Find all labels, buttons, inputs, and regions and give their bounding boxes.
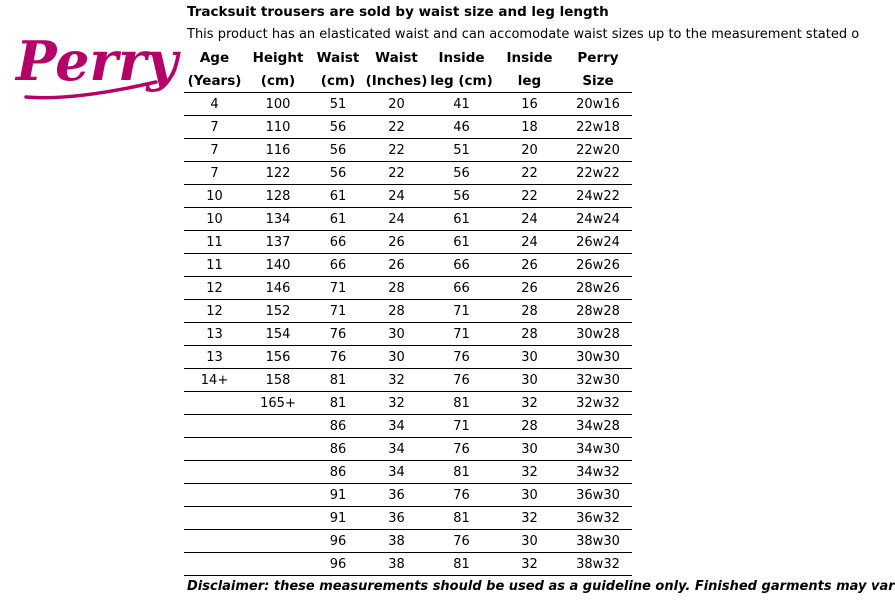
cell-perry-size: 28w28	[564, 300, 632, 323]
header-waist-inches: Waist	[375, 49, 418, 66]
cell-waist-inches: 24	[365, 208, 428, 231]
cell-inside-leg-cm: 76	[428, 530, 495, 553]
cell-waist-inches: 38	[365, 553, 428, 576]
header-waist-cm-unit: (cm)	[311, 69, 365, 93]
cell-inside-leg-cm: 81	[428, 461, 495, 484]
cell-age	[184, 438, 245, 461]
cell-inside-leg-cm: 81	[428, 392, 495, 415]
cell-height: 116	[245, 139, 311, 162]
cell-height: 128	[245, 185, 311, 208]
cell-waist-cm: 71	[311, 300, 365, 323]
cell-inside-leg-cm: 51	[428, 139, 495, 162]
cell-inside-leg-cm: 76	[428, 369, 495, 392]
cell-inside-leg: 30	[495, 438, 564, 461]
cell-perry-size: 38w32	[564, 553, 632, 576]
perry-logo-wordmark: Perry	[16, 29, 178, 93]
table-header-row-units	[184, 69, 632, 93]
cell-waist-inches: 34	[365, 461, 428, 484]
cell-inside-leg: 18	[495, 116, 564, 139]
cell-waist-cm: 71	[311, 277, 365, 300]
cell-inside-leg: 28	[495, 300, 564, 323]
cell-waist-inches: 24	[365, 185, 428, 208]
cell-age	[184, 392, 245, 415]
cell-perry-size: 26w26	[564, 254, 632, 277]
cell-inside-leg: 16	[495, 93, 564, 116]
size-table	[184, 46, 632, 576]
table-row	[184, 185, 632, 208]
cell-waist-cm: 86	[311, 461, 365, 484]
cell-waist-cm: 76	[311, 346, 365, 369]
cell-age: 7	[184, 162, 245, 185]
cell-waist-inches: 38	[365, 530, 428, 553]
cell-inside-leg: 24	[495, 208, 564, 231]
cell-inside-leg-cm: 76	[428, 438, 495, 461]
header-height: Height	[252, 49, 304, 66]
cell-age	[184, 553, 245, 576]
cell-height: 140	[245, 254, 311, 277]
table-row	[184, 553, 632, 576]
cell-waist-cm: 96	[311, 553, 365, 576]
cell-inside-leg: 32	[495, 392, 564, 415]
cell-waist-inches: 20	[365, 93, 428, 116]
table-row	[184, 530, 632, 553]
cell-perry-size: 38w30	[564, 530, 632, 553]
cell-inside-leg: 32	[495, 507, 564, 530]
cell-perry-size: 20w16	[564, 93, 632, 116]
cell-inside-leg-cm: 71	[428, 415, 495, 438]
cell-inside-leg-cm: 56	[428, 185, 495, 208]
cell-waist-cm: 51	[311, 93, 365, 116]
table-row	[184, 484, 632, 507]
header-age: Age	[199, 49, 230, 66]
cell-waist-inches: 36	[365, 507, 428, 530]
cell-perry-size: 32w30	[564, 369, 632, 392]
cell-height: 165+	[245, 392, 311, 415]
cell-waist-cm: 56	[311, 116, 365, 139]
cell-inside-leg: 26	[495, 277, 564, 300]
cell-perry-size: 34w32	[564, 461, 632, 484]
cell-waist-cm: 91	[311, 484, 365, 507]
table-row	[184, 116, 632, 139]
cell-age: 11	[184, 231, 245, 254]
cell-height: 158	[245, 369, 311, 392]
header-perry-size: Perry	[577, 49, 619, 66]
cell-inside-leg-cm: 61	[428, 231, 495, 254]
cell-height: 146	[245, 277, 311, 300]
cell-inside-leg-cm: 66	[428, 277, 495, 300]
cell-age: 13	[184, 346, 245, 369]
cell-inside-leg: 30	[495, 484, 564, 507]
cell-waist-cm: 96	[311, 530, 365, 553]
page-title: Tracksuit trousers are sold by waist size and leg length	[187, 4, 609, 20]
cell-waist-inches: 26	[365, 254, 428, 277]
cell-waist-cm: 76	[311, 323, 365, 346]
table-row	[184, 139, 632, 162]
cell-waist-cm: 56	[311, 139, 365, 162]
cell-inside-leg: 28	[495, 415, 564, 438]
cell-waist-cm: 61	[311, 185, 365, 208]
header-inside-leg-cm-unit: leg (cm)	[428, 69, 495, 93]
table-row	[184, 415, 632, 438]
header-perry-size-unit: Size	[564, 69, 632, 93]
cell-inside-leg: 20	[495, 139, 564, 162]
cell-waist-cm: 61	[311, 208, 365, 231]
cell-perry-size: 34w30	[564, 438, 632, 461]
cell-waist-inches: 36	[365, 484, 428, 507]
cell-inside-leg: 22	[495, 162, 564, 185]
table-row	[184, 300, 632, 323]
table-row	[184, 369, 632, 392]
cell-waist-cm: 91	[311, 507, 365, 530]
cell-age: 10	[184, 185, 245, 208]
cell-age: 7	[184, 139, 245, 162]
cell-perry-size: 22w18	[564, 116, 632, 139]
cell-perry-size: 28w26	[564, 277, 632, 300]
cell-age: 10	[184, 208, 245, 231]
cell-inside-leg: 32	[495, 553, 564, 576]
cell-perry-size: 32w32	[564, 392, 632, 415]
cell-inside-leg-cm: 81	[428, 507, 495, 530]
page-subtitle: This product has an elasticated waist and can accomodate waist sizes up to the measurement stated o	[187, 27, 860, 42]
cell-waist-cm: 66	[311, 254, 365, 277]
cell-height: 154	[245, 323, 311, 346]
cell-perry-size: 24w24	[564, 208, 632, 231]
cell-inside-leg-cm: 81	[428, 553, 495, 576]
cell-perry-size: 30w30	[564, 346, 632, 369]
cell-perry-size: 24w22	[564, 185, 632, 208]
cell-waist-inches: 34	[365, 438, 428, 461]
header-inside-leg-cm: Inside	[438, 49, 485, 66]
cell-age: 12	[184, 300, 245, 323]
cell-age: 4	[184, 93, 245, 116]
table-row	[184, 392, 632, 415]
table-row	[184, 162, 632, 185]
cell-age	[184, 461, 245, 484]
table-row	[184, 507, 632, 530]
perry-logo	[14, 18, 178, 102]
header-waist-cm: Waist	[316, 49, 360, 66]
cell-inside-leg-cm: 41	[428, 93, 495, 116]
cell-inside-leg-cm: 71	[428, 300, 495, 323]
cell-height	[245, 507, 311, 530]
cell-inside-leg-cm: 76	[428, 484, 495, 507]
cell-height	[245, 530, 311, 553]
cell-height	[245, 553, 311, 576]
cell-waist-inches: 22	[365, 162, 428, 185]
cell-waist-inches: 32	[365, 369, 428, 392]
cell-inside-leg: 26	[495, 254, 564, 277]
header-age-unit: (Years)	[184, 69, 245, 93]
cell-inside-leg: 28	[495, 323, 564, 346]
cell-age: 12	[184, 277, 245, 300]
cell-age: 11	[184, 254, 245, 277]
cell-age	[184, 507, 245, 530]
cell-waist-cm: 86	[311, 415, 365, 438]
cell-waist-inches: 30	[365, 323, 428, 346]
table-row	[184, 323, 632, 346]
cell-inside-leg-cm: 66	[428, 254, 495, 277]
cell-age: 7	[184, 116, 245, 139]
cell-inside-leg-cm: 71	[428, 323, 495, 346]
cell-waist-cm: 81	[311, 392, 365, 415]
header-waist-inches-unit: (Inches)	[365, 69, 428, 93]
table-row	[184, 346, 632, 369]
cell-perry-size: 30w28	[564, 323, 632, 346]
cell-perry-size: 26w24	[564, 231, 632, 254]
cell-age	[184, 530, 245, 553]
cell-waist-cm: 86	[311, 438, 365, 461]
cell-waist-inches: 22	[365, 139, 428, 162]
table-header-row	[184, 46, 632, 69]
cell-inside-leg: 22	[495, 185, 564, 208]
cell-height	[245, 438, 311, 461]
cell-inside-leg: 32	[495, 461, 564, 484]
cell-inside-leg-cm: 76	[428, 346, 495, 369]
header-inside-leg: Inside	[506, 49, 553, 66]
cell-inside-leg-cm: 61	[428, 208, 495, 231]
header-inside-leg-unit: leg	[495, 69, 564, 93]
cell-waist-inches: 28	[365, 300, 428, 323]
cell-perry-size: 22w20	[564, 139, 632, 162]
cell-height: 122	[245, 162, 311, 185]
cell-height: 156	[245, 346, 311, 369]
cell-inside-leg: 24	[495, 231, 564, 254]
cell-inside-leg: 30	[495, 369, 564, 392]
header-height-unit: (cm)	[245, 69, 311, 93]
cell-perry-size: 34w28	[564, 415, 632, 438]
cell-age: 13	[184, 323, 245, 346]
cell-perry-size: 22w22	[564, 162, 632, 185]
cell-age	[184, 484, 245, 507]
table-row	[184, 254, 632, 277]
table-row	[184, 461, 632, 484]
table-row	[184, 438, 632, 461]
cell-height	[245, 415, 311, 438]
cell-inside-leg-cm: 56	[428, 162, 495, 185]
cell-height: 134	[245, 208, 311, 231]
cell-waist-cm: 81	[311, 369, 365, 392]
disclaimer: Disclaimer: these measurements should be used as a guideline only. Finished garments may var	[187, 579, 895, 594]
table-row	[184, 208, 632, 231]
cell-waist-cm: 56	[311, 162, 365, 185]
cell-age: 14+	[184, 369, 245, 392]
cell-height: 110	[245, 116, 311, 139]
cell-waist-inches: 28	[365, 277, 428, 300]
cell-perry-size: 36w32	[564, 507, 632, 530]
cell-inside-leg-cm: 46	[428, 116, 495, 139]
cell-inside-leg: 30	[495, 530, 564, 553]
table-row	[184, 93, 632, 116]
cell-waist-inches: 32	[365, 392, 428, 415]
cell-height	[245, 484, 311, 507]
cell-waist-cm: 66	[311, 231, 365, 254]
cell-waist-inches: 30	[365, 346, 428, 369]
table-row	[184, 231, 632, 254]
table-row	[184, 277, 632, 300]
cell-height	[245, 461, 311, 484]
cell-age	[184, 415, 245, 438]
cell-height: 152	[245, 300, 311, 323]
cell-height: 100	[245, 93, 311, 116]
cell-waist-inches: 22	[365, 116, 428, 139]
cell-waist-inches: 26	[365, 231, 428, 254]
cell-perry-size: 36w30	[564, 484, 632, 507]
cell-height: 137	[245, 231, 311, 254]
cell-inside-leg: 30	[495, 346, 564, 369]
cell-waist-inches: 34	[365, 415, 428, 438]
